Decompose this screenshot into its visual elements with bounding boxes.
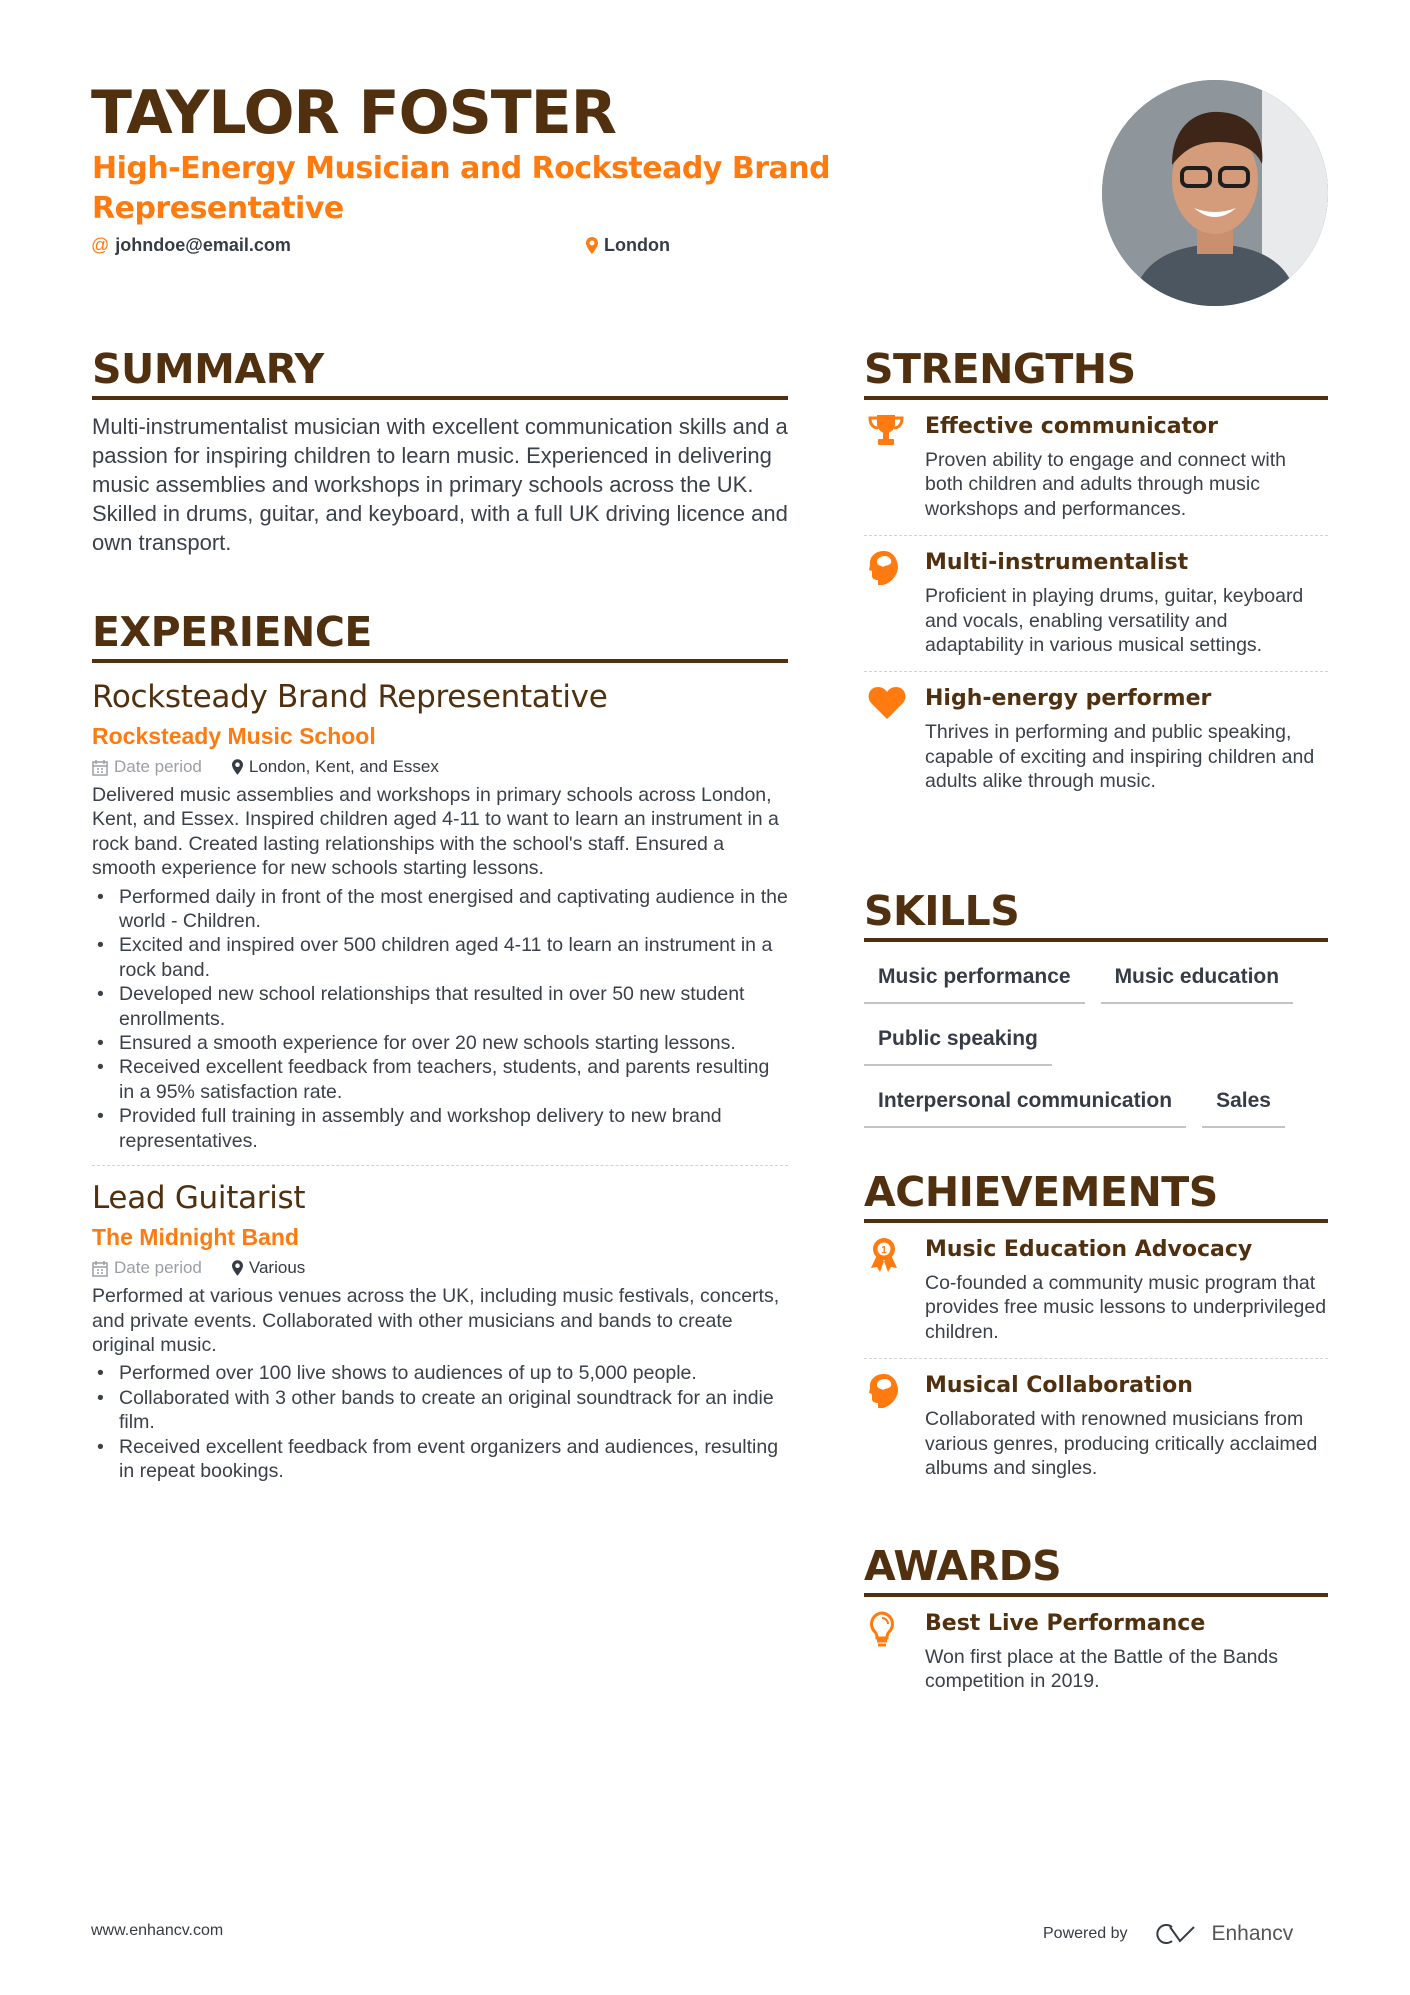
company-name: The Midnight Band bbox=[92, 1224, 299, 1251]
bullet-item: • Ensured a smooth experience for over 20 new schools starting lessons. bbox=[92, 1031, 788, 1055]
avatar bbox=[1102, 80, 1328, 306]
summary-text: Multi-instrumentalist musician with excellent communication skills and a passion for inspiring children to learn music. Experienced in delivering music assemblies and workshops in primary schools across the UK. Skilled in drums, guitar, and keyboard, with a full UK driving licence and own transport. bbox=[92, 414, 788, 555]
bullet-item: • Received excellent feedback from event organizers and audiences, resulting in repeat bookings. bbox=[92, 1435, 788, 1484]
divider bbox=[92, 1165, 788, 1166]
job-meta bbox=[92, 1256, 788, 1280]
skills-section bbox=[864, 886, 1328, 1128]
bullet-item: • Provided full training in assembly and workshop delivery to new brand representatives. bbox=[92, 1104, 788, 1153]
strengths-section bbox=[864, 344, 1328, 808]
awards-heading: AWARDS bbox=[864, 1541, 1328, 1597]
date-period: Date period bbox=[114, 1258, 202, 1278]
strength-desc: Proven ability to engage and connect with both children and adults through music workshops and performances. bbox=[925, 449, 1286, 520]
contact-email[interactable] bbox=[91, 235, 291, 256]
summary-heading: SUMMARY bbox=[92, 344, 788, 400]
bullet-item: • Performed over 100 live shows to audiences of up to 5,000 people. bbox=[92, 1361, 788, 1385]
medal-icon bbox=[868, 1237, 900, 1273]
calendar-icon bbox=[92, 759, 108, 776]
lightbulb-icon bbox=[868, 1611, 896, 1647]
awards-section bbox=[864, 1541, 1328, 1708]
powered-by bbox=[1043, 1922, 1293, 1946]
strengths-heading: STRENGTHS bbox=[864, 344, 1328, 400]
email-text: johndoe@email.com bbox=[115, 235, 291, 255]
skill-tag: Interpersonal communication bbox=[864, 1080, 1186, 1128]
achievement-title: Music Education Advocacy bbox=[925, 1237, 1253, 1262]
skill-tag: Music education bbox=[1101, 956, 1294, 1004]
bullet-item: • Received excellent feedback from teachers, students, and parents resulting in a 95% satisfaction rate. bbox=[92, 1055, 788, 1104]
job-title: Lead Guitarist bbox=[92, 1180, 306, 1217]
location-text: London bbox=[604, 235, 670, 255]
job-location: Various bbox=[248, 1258, 306, 1278]
strength-desc: Proficient in playing drums, guitar, keyboard and vocals, enabling versatility and adaptability in various musical settings. bbox=[925, 585, 1304, 657]
achievement-title: Musical Collaboration bbox=[925, 1373, 1193, 1399]
job-location: London, Kent, and Essex bbox=[248, 757, 439, 776]
strength-item bbox=[864, 672, 1328, 807]
award-desc: Won first place at the Battle of the Bands competition in 2019. bbox=[925, 1646, 1279, 1693]
location-pin-icon bbox=[586, 237, 598, 254]
trophy-icon bbox=[868, 414, 904, 446]
job-entry bbox=[92, 677, 788, 1153]
location-pin-icon bbox=[232, 759, 243, 775]
strength-desc: Thrives in performing and public speaking, capable of exciting and inspiring children and adults alike through music. bbox=[925, 721, 1315, 793]
strength-title: Effective communicator bbox=[925, 414, 1219, 439]
experience-heading: EXPERIENCE bbox=[92, 607, 788, 663]
award-item bbox=[864, 1597, 1328, 1708]
achievement-desc: Co-founded a community music program that provides free music lessons to underprivileged children. bbox=[925, 1272, 1327, 1343]
enhancv-logo-icon bbox=[1154, 1923, 1202, 1945]
strength-item bbox=[864, 536, 1328, 671]
powered-by-label: Powered by bbox=[1043, 1925, 1128, 1942]
contact-location bbox=[586, 235, 670, 256]
strength-item bbox=[864, 400, 1328, 535]
skill-tag: Sales bbox=[1202, 1080, 1285, 1128]
job-title: Rocksteady Brand Representative bbox=[92, 679, 608, 715]
company-name: Rocksteady Music School bbox=[92, 723, 376, 749]
summary-section bbox=[92, 344, 788, 557]
achievement-desc: Collaborated with renowned musicians from various genres, producing critically acclaimed albums and singles. bbox=[925, 1408, 1318, 1480]
achievements-heading: ACHIEVEMENTS bbox=[864, 1167, 1328, 1223]
job-entry bbox=[92, 1178, 788, 1483]
bullet-item: • Collaborated with 3 other bands to create an original soundtrack for an indie film. bbox=[92, 1386, 788, 1435]
strength-title: Multi-instrumentalist bbox=[925, 550, 1189, 576]
at-icon: @ bbox=[91, 235, 110, 255]
calendar-icon bbox=[92, 1260, 108, 1277]
job-bullets bbox=[92, 1361, 788, 1483]
skill-tag: Public speaking bbox=[864, 1018, 1052, 1066]
enhancv-brand: Enhancv bbox=[1211, 1922, 1294, 1945]
skill-tag: Music performance bbox=[864, 956, 1085, 1004]
job-bullets bbox=[92, 885, 788, 1153]
candidate-title: High-Energy Musician and Rocksteady Brand Representative bbox=[92, 151, 831, 226]
bullet-item: • Performed daily in front of the most energised and captivating audience in the world - Children. bbox=[92, 885, 788, 934]
achievements-section bbox=[864, 1167, 1328, 1494]
head-brain-icon bbox=[868, 1373, 900, 1409]
svg-text:1: 1 bbox=[881, 1245, 887, 1256]
achievement-item bbox=[864, 1223, 1328, 1358]
location-pin-icon bbox=[232, 1260, 243, 1276]
footer-website[interactable]: www.enhancv.com bbox=[91, 1922, 224, 1939]
head-brain-icon bbox=[868, 550, 900, 586]
date-period: Date period bbox=[114, 757, 202, 776]
award-title: Best Live Performance bbox=[925, 1611, 1206, 1636]
skills-heading: SKILLS bbox=[864, 886, 1328, 942]
strength-title: High-energy performer bbox=[925, 686, 1212, 712]
experience-section bbox=[92, 607, 788, 1483]
job-meta bbox=[92, 755, 788, 779]
avatar-portrait bbox=[1102, 80, 1328, 306]
bullet-item: • Excited and inspired over 500 children aged 4-11 to learn an instrument in a rock band. bbox=[92, 933, 788, 982]
achievement-item bbox=[864, 1359, 1328, 1494]
bullet-item: • Developed new school relationships that resulted in over 50 new student enrollments. bbox=[92, 982, 788, 1031]
candidate-name: TAYLOR FOSTER bbox=[91, 78, 616, 148]
job-description: Performed at various venues across the UK, including music festivals, concerts, and private events. Collaborated with other musicians and bands to create original music. bbox=[92, 1285, 780, 1356]
heart-icon bbox=[868, 686, 906, 720]
job-description: Delivered music assemblies and workshops in primary schools across London, Kent, and Essex. Inspired children aged 4-11 to want to learn an instrument in a rock band. Created lasting relationships with the school's staff. Ensured a smooth experience for new schools starting lessons. bbox=[92, 784, 779, 880]
